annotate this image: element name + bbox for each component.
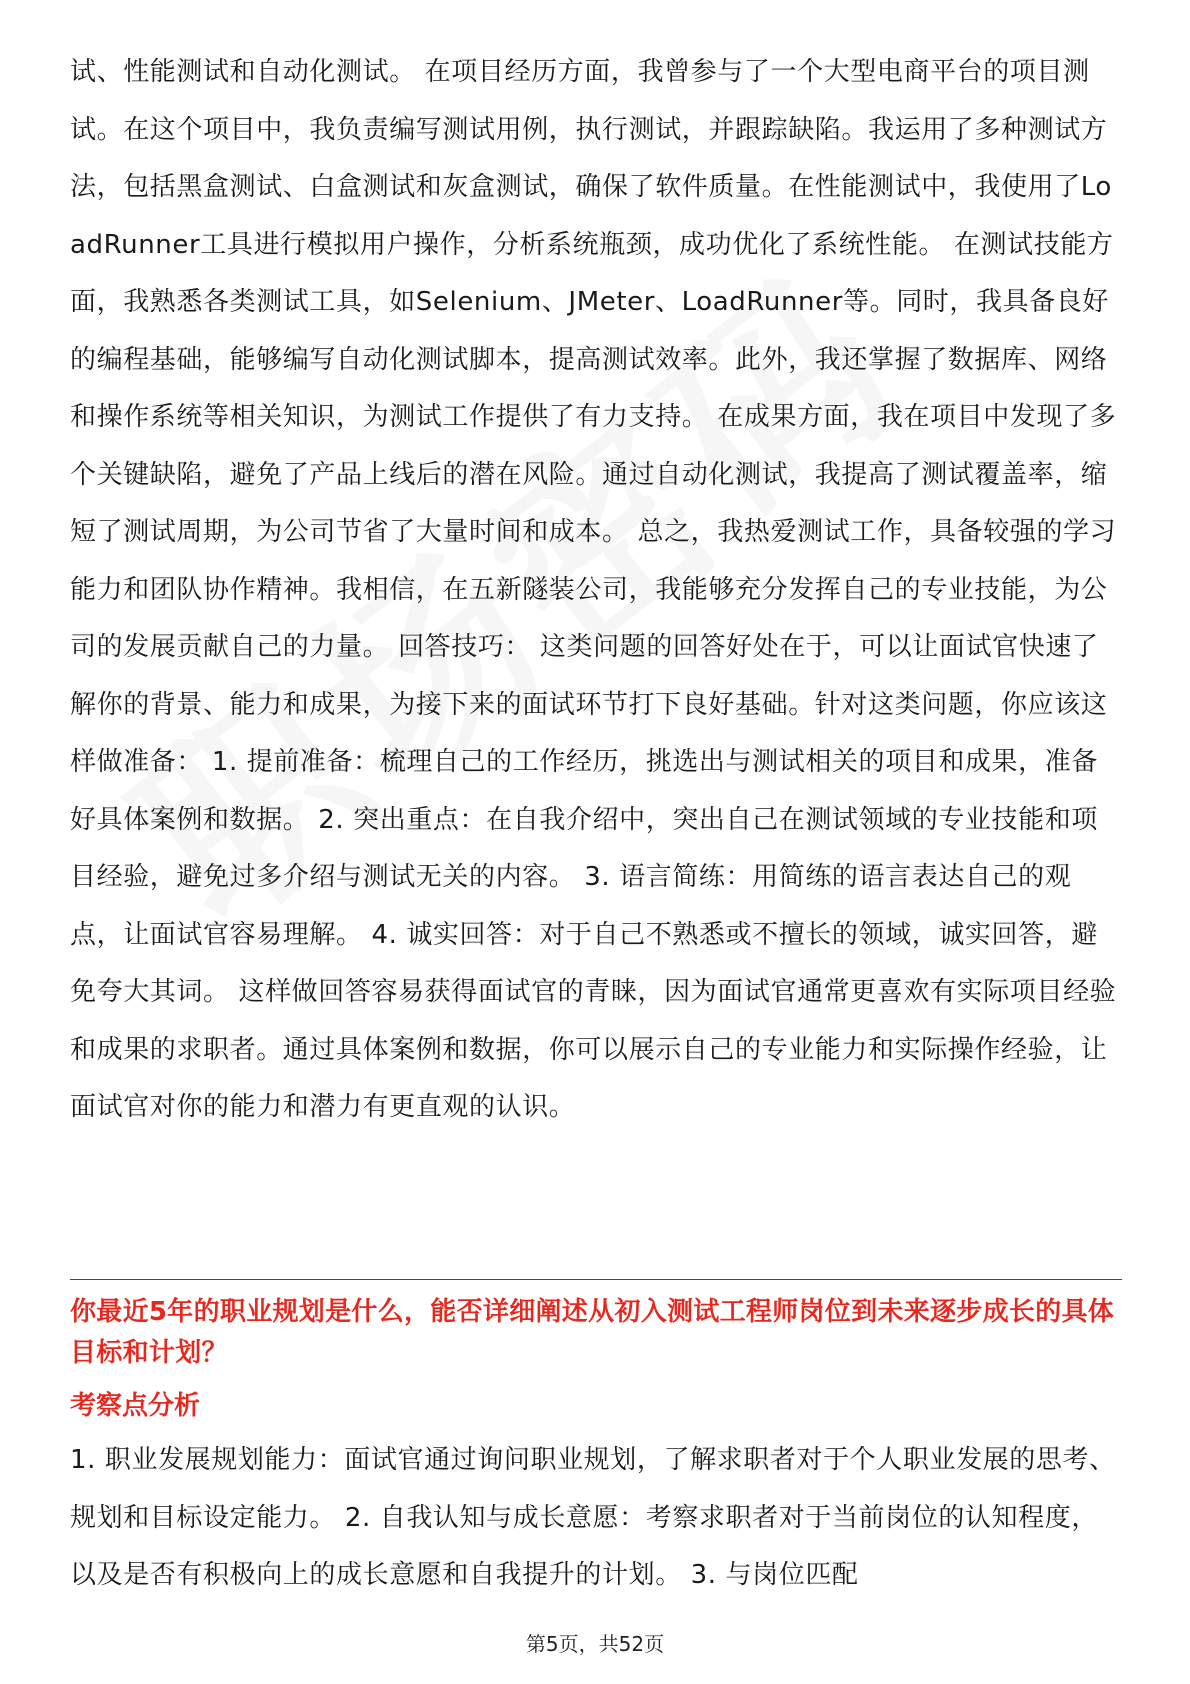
- analysis-paragraph: 1. 职业发展规划能力：面试官通过询问职业规划，了解求职者对于个人职业发展的思考、规划和目标设定能力。 2. 自我认知与成长意愿：考察求职者对于当前岗位的认知程度，以及是否有积极向上的成长意愿和自我提升的计划。 3. 与岗位匹配: [70, 1445, 1116, 1590]
- page-number: 第5页，共52页: [525, 1632, 665, 1656]
- analysis-section: [70, 1432, 1120, 1605]
- answer-paragraph: 试、性能测试和自动化测试。 在项目经历方面，我曾参与了一个大型电商平台的项目测试。在这个项目中，我负责编写测试用例，执行测试，并跟踪缺陷。我运用了多种测试方法，包括黑盒测试、白盒测试和灰盒测试，确保了软件质量。在性能测试中，我使用了LoadRunner工具进行模拟用户操作，分析系统瓶颈，成功优化了系统性能。 在测试技能方面，我熟悉各类测试工具，如Selenium、JMeter、LoadRunner等。同时，我具备良好的编程基础，能够编写自动化测试脚本，提高测试效率。此外，我还掌握了数据库、网络和操作系统等相关知识，为测试工作提供了有力支持。 在成果方面，我在项目中发现了多个关键缺陷，避免了产品上线后的潜在风险。通过自动化测试，我提高了测试覆盖率，缩短了测试周期，为公司节省了大量时间和成本。 总之，我热爱测试工作，具备较强的学习能力和团队协作精神。我相信，在五新隧装公司，我能够充分发挥自己的专业技能，为公司的发展贡献自己的力量。 回答技巧： 这类问题的回答好处在于，可以让面试官快速了解你的背景、能力和成果，为接下来的面试环节打下良好基础。针对这类问题，你应该这样做准备： 1. 提前准备：梳理自己的工作经历，挑选出与测试相关的项目和成果，准备好具体案例和数据。 2. 突出重点：在自我介绍中，突出自己在测试领域的专业技能和项目经验，避免过多介绍与测试无关的内容。 3. 语言简练：用简练的语言表达自己的观点，让面试官容易理解。 4. 诚实回答：对于自己不熟悉或不擅长的领域，诚实回答，避免夸大其词。 这样做回答容易获得面试官的青睐，因为面试官通常更喜欢有实际项目经验和成果的求职者。通过具体案例和数据，你可以展示自己的专业能力和实际操作经验，让面试官对你的能力和潜力有更直观的认识。: [70, 57, 1117, 1122]
- section-divider: [70, 1279, 1122, 1280]
- analysis-title: 考察点分析: [70, 1391, 201, 1421]
- answer-section: [70, 44, 1120, 1137]
- interview-question: 你最近5年的职业规划是什么，能否详细阐述从初入测试工程师岗位到未来逐步成长的具体目标和计划？: [70, 1297, 1115, 1368]
